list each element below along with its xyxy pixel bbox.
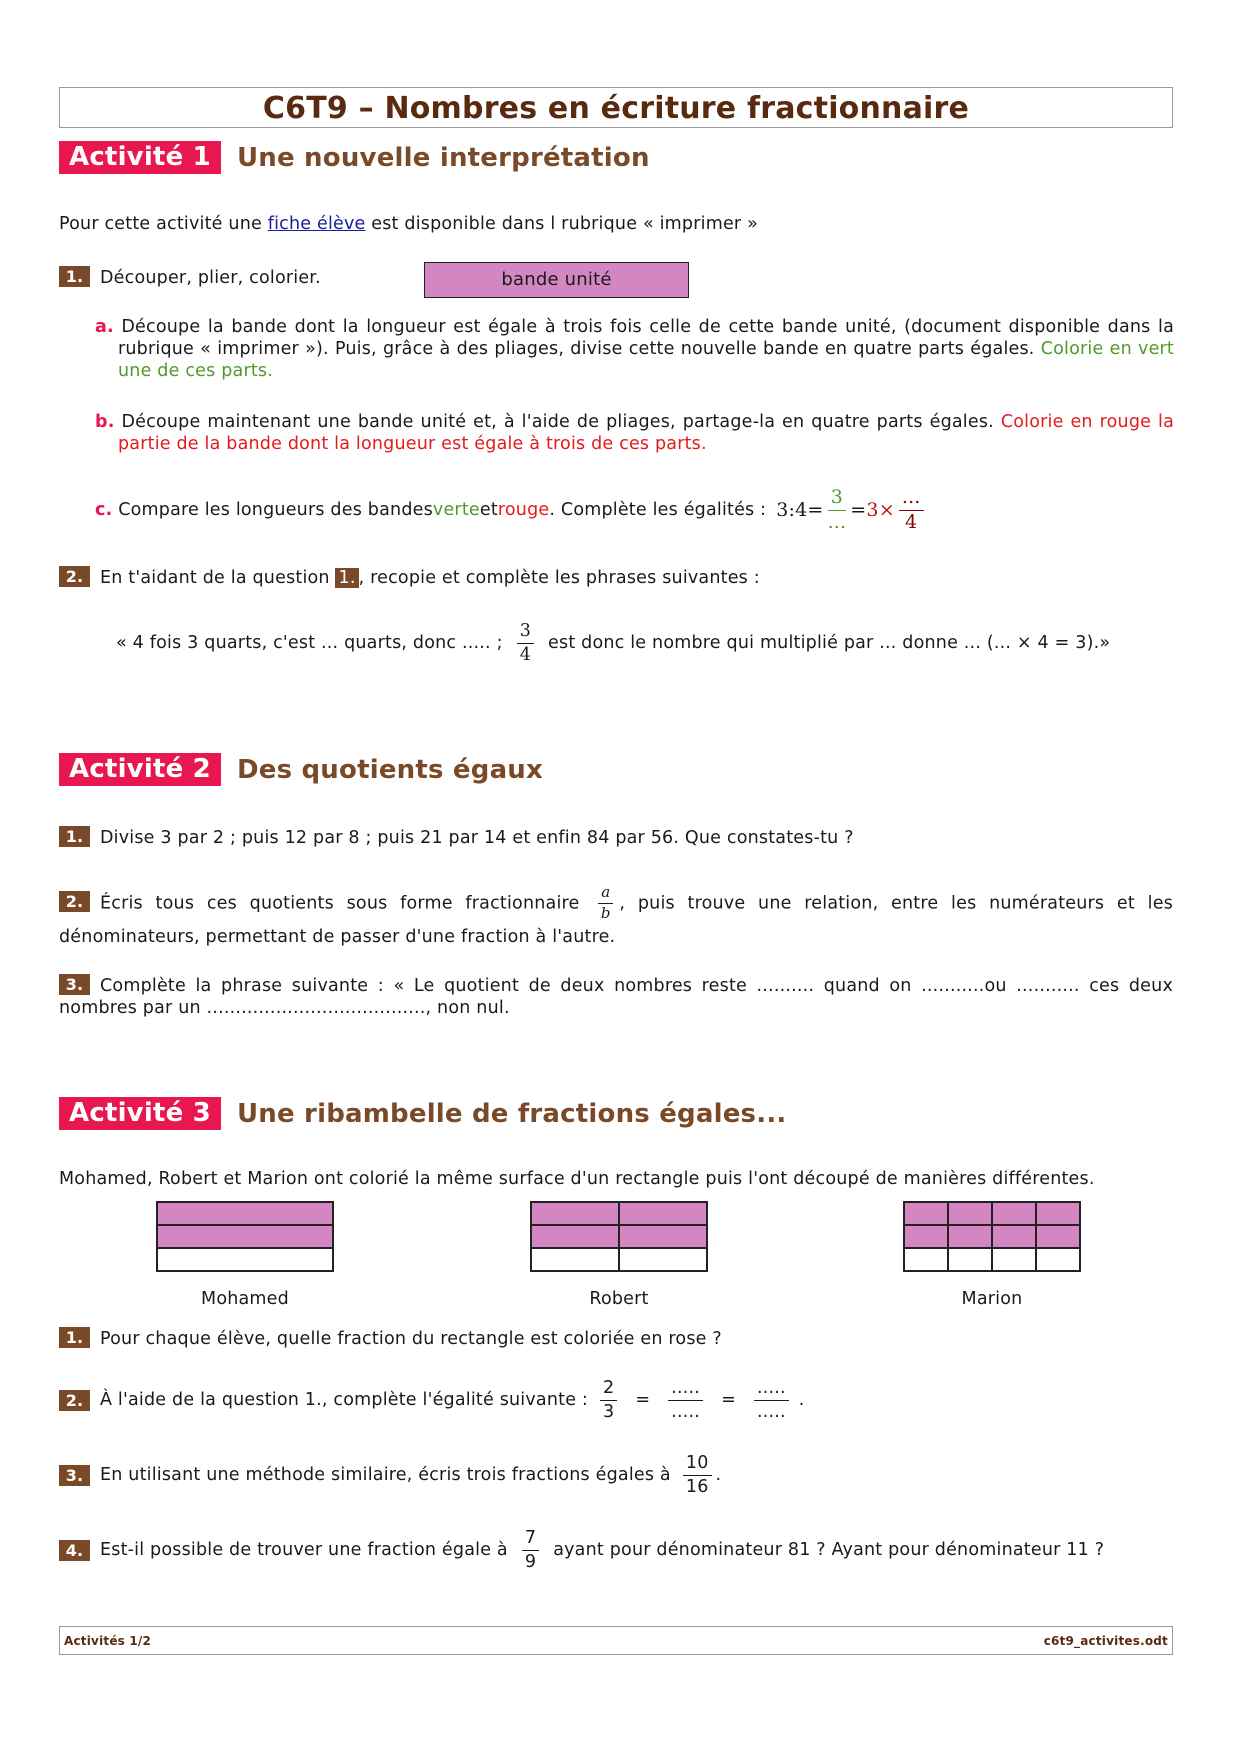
rectangle-marion [903,1201,1081,1272]
equality-expression: 3:4= $\frac{3}{...}$ = 3× $\frac{...}{4}$ [776,488,927,533]
a3-question-3: 3. En utilisant une méthode similaire, écris trois fractions égales à $\frac{10}{16}$ . [59,1450,721,1500]
activity-1-header [59,141,650,174]
a1-item-a: a. Découpe la bande dont la longueur est égale à trois fois celle de cette bande unité, (document disponible dans la rubrique « imprimer »). Puis, grâce à des pliages, divise cette nouvelle bande en quatre parts égales. Colorie en vert une de ces parts. [95,317,1175,381]
footer-left: Activités 1/2 [64,1633,152,1648]
a3-question-2: 2. À l'aide de la question 1., complète l'égalité suivante : $\frac{2}{3}$ = $\frac{.....}{.....}$ = $\frac{.....}{.....}$ . [59,1375,805,1425]
question-number: 3. [59,1465,90,1486]
a3-question-4: 4. Est-il possible de trouver une fraction égale à $\frac{7}{9}$ ayant pour dénominateur 81 ? Ayant pour dénominateur 11 ? [59,1525,1104,1575]
a1-item-c: c. Compare les longueurs des bandes verte et rouge . Complète les égalités : 3:4= $\frac{3}{...}$ = 3× $\frac{...}{4}$ [95,485,928,535]
footer-right: c6t9_activites.odt [1043,1633,1168,1648]
a1-question-2: 2. En t'aidant de la question 1. , recopie et complète les phrases suivantes : [59,566,760,588]
question-number: 2. [59,566,90,587]
a2-question-1: 1. Divise 3 par 2 ; puis 12 par 8 ; puis 21 par 14 et enfin 84 par 56. Que constates-tu ? [59,826,854,848]
a1-quote: « 4 fois 3 quarts, c'est ... quarts, donc ..... ; $\frac{3}{4}$ est donc le nombre qui multiplié par ... donne ... (... × 4 = 3).» [116,621,1111,665]
question-number: 2. [59,1390,90,1411]
fraction: $\frac{2}{3}$ [600,1379,617,1421]
rectangle-robert [530,1201,708,1272]
activity-tag: Activité 3 [59,1097,221,1130]
student-name: Marion [961,1289,1023,1309]
activity-2-header [59,753,543,786]
student-name: Mohamed [201,1289,289,1309]
question-number: 1. [59,1327,90,1348]
question-number: 1. [59,266,90,287]
question-number: 1. [59,826,90,847]
student-name: Robert [589,1289,649,1309]
question-number: 2. [59,891,90,912]
fiche-eleve-link[interactable]: fiche élève [267,214,366,234]
activity-title: Une ribambelle de fractions égales... [236,1098,787,1129]
fraction: $\frac{...}{4}$ [899,488,924,533]
a1-item-b: b. Découpe maintenant une bande unité et, à l'aide de pliages, partage-la en quatre parts égales. Colorie en rouge la partie de la bande dont la longueur est égale à trois de ces parts. [95,412,1175,454]
page-title: C6T9 – Nombres en écriture fractionnaire [59,87,1173,128]
bande-unite: bande unité [424,262,689,298]
activity-1-intro: Pour cette activité une fiche élève est disponible dans l rubrique « imprimer » [59,214,758,234]
a2-question-3: 3. Complète la phrase suivante : « Le quotient de deux nombres reste .......... quand on ...........ou ........... ces deux nombres par un ......................................, non nul. [59,975,1173,1018]
fraction: $\frac{7}{9}$ [522,1529,539,1571]
page-footer [59,1626,1173,1655]
question-ref: 1. [335,568,358,588]
activity-tag: Activité 2 [59,753,221,786]
activity-title: Une nouvelle interprétation [236,142,650,173]
a2-question-2: 2. Écris tous ces quotients sous forme fractionnaire $\frac{a}{b}$ , puis trouve une relation, entre les numérateurs et les dénominateurs, permettant de passer d'une fraction à l'autre. [59,883,1174,947]
activity-3-header [59,1097,786,1130]
a3-question-1: 1. Pour chaque élève, quelle fraction du rectangle est coloriée en rose ? [59,1327,722,1349]
fraction: $\frac{a}{b}$ [598,885,613,922]
fraction: $\frac{10}{16}$ [683,1454,712,1496]
fraction-blank: $\frac{.....}{.....}$ [668,1379,703,1421]
question-number: 3. [59,974,90,995]
activity-title: Des quotients égaux [236,754,543,785]
fraction-blank: $\frac{.....}{.....}$ [754,1379,789,1421]
activity-tag: Activité 1 [59,141,221,174]
fraction: $\frac{3}{...}$ [827,485,847,533]
a3-intro: Mohamed, Robert et Marion ont colorié la même surface d'un rectangle puis l'ont découpé de manières différentes. [59,1169,1095,1189]
a1-question-1: 1. Découper, plier, colorier. [59,266,321,288]
fraction: $\frac{3}{4}$ [517,622,534,664]
question-number: 4. [59,1540,90,1561]
rectangle-mohamed [156,1201,334,1272]
